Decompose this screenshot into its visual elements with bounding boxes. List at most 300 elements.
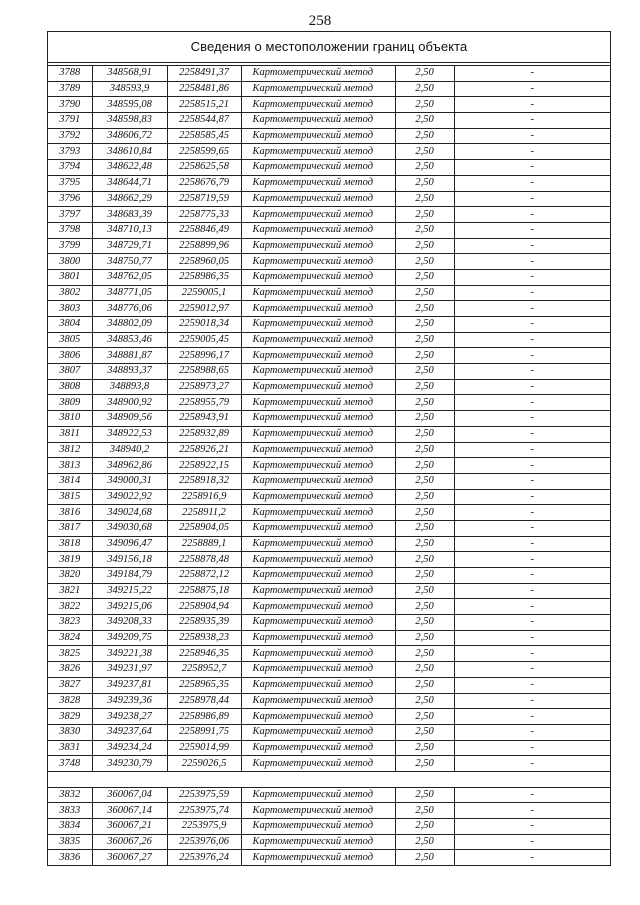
table-row <box>48 364 610 380</box>
x-coordinate-cell: 349231,97 <box>92 662 167 678</box>
error-cell: 2,50 <box>395 724 454 740</box>
error-cell: 2,50 <box>395 285 454 301</box>
y-coordinate-cell: 2258719,59 <box>167 191 241 207</box>
point-number-cell: 3823 <box>48 615 92 631</box>
description-cell: - <box>454 207 610 223</box>
y-coordinate-cell: 2258878,48 <box>167 552 241 568</box>
description-cell: - <box>454 850 610 866</box>
x-coordinate-cell: 348644,71 <box>92 175 167 191</box>
description-cell: - <box>454 191 610 207</box>
description-cell: - <box>454 348 610 364</box>
point-number-cell: 3818 <box>48 536 92 552</box>
table-row <box>48 426 610 442</box>
x-coordinate-cell: 349096,47 <box>92 536 167 552</box>
method-cell: Картометрический метод <box>241 348 395 364</box>
x-coordinate-cell: 360067,27 <box>92 850 167 866</box>
error-cell: 2,50 <box>395 803 454 819</box>
y-coordinate-cell: 2258935,39 <box>167 615 241 631</box>
method-cell: Картометрический метод <box>241 426 395 442</box>
error-cell: 2,50 <box>395 426 454 442</box>
method-cell: Картометрический метод <box>241 317 395 333</box>
y-coordinate-cell: 2258889,1 <box>167 536 241 552</box>
method-cell: Картометрический метод <box>241 113 395 129</box>
y-coordinate-cell: 2258585,45 <box>167 128 241 144</box>
description-cell: - <box>454 66 610 81</box>
description-cell: - <box>454 97 610 113</box>
error-cell: 2,50 <box>395 489 454 505</box>
x-coordinate-cell: 349022,92 <box>92 489 167 505</box>
error-cell: 2,50 <box>395 677 454 693</box>
x-coordinate-cell: 349209,75 <box>92 630 167 646</box>
error-cell: 2,50 <box>395 615 454 631</box>
x-coordinate-cell: 360067,26 <box>92 834 167 850</box>
error-cell: 2,50 <box>395 113 454 129</box>
error-cell: 2,50 <box>395 128 454 144</box>
point-number-cell: 3800 <box>48 254 92 270</box>
table-row <box>48 724 610 740</box>
method-cell: Картометрический метод <box>241 819 395 835</box>
point-number-cell: 3834 <box>48 819 92 835</box>
error-cell: 2,50 <box>395 646 454 662</box>
x-coordinate-cell: 348622,48 <box>92 160 167 176</box>
table-row <box>48 646 610 662</box>
error-cell: 2,50 <box>395 191 454 207</box>
method-cell: Картометрический метод <box>241 473 395 489</box>
error-cell: 2,50 <box>395 442 454 458</box>
y-coordinate-cell: 2253976,06 <box>167 834 241 850</box>
x-coordinate-cell: 348750,77 <box>92 254 167 270</box>
point-number-cell: 3795 <box>48 175 92 191</box>
table-row <box>48 222 610 238</box>
method-cell: Картометрический метод <box>241 411 395 427</box>
point-number-cell: 3794 <box>48 160 92 176</box>
y-coordinate-cell: 2258973,27 <box>167 379 241 395</box>
method-cell: Картометрический метод <box>241 583 395 599</box>
point-number-cell: 3819 <box>48 552 92 568</box>
method-cell: Картометрический метод <box>241 128 395 144</box>
y-coordinate-cell: 2253975,9 <box>167 819 241 835</box>
method-cell: Картометрический метод <box>241 160 395 176</box>
table-row <box>48 787 610 803</box>
method-cell: Картометрический метод <box>241 646 395 662</box>
x-coordinate-cell: 348940,2 <box>92 442 167 458</box>
table-row <box>48 160 610 176</box>
description-cell: - <box>454 787 610 803</box>
point-number-cell: 3822 <box>48 599 92 615</box>
x-coordinate-cell: 348962,86 <box>92 458 167 474</box>
coordinates-table-body <box>48 66 610 866</box>
method-cell: Картометрический метод <box>241 222 395 238</box>
x-coordinate-cell: 348606,72 <box>92 128 167 144</box>
error-cell: 2,50 <box>395 254 454 270</box>
coordinates-table-sheet <box>47 31 611 866</box>
error-cell: 2,50 <box>395 819 454 835</box>
table-row <box>48 317 610 333</box>
table-row <box>48 662 610 678</box>
x-coordinate-cell: 348881,87 <box>92 348 167 364</box>
y-coordinate-cell: 2258988,65 <box>167 364 241 380</box>
table-row <box>48 819 610 835</box>
table-row <box>48 254 610 270</box>
y-coordinate-cell: 2259026,5 <box>167 756 241 772</box>
description-cell: - <box>454 81 610 97</box>
point-number-cell: 3824 <box>48 630 92 646</box>
point-number-cell: 3793 <box>48 144 92 160</box>
y-coordinate-cell: 2253976,24 <box>167 850 241 866</box>
error-cell: 2,50 <box>395 850 454 866</box>
description-cell: - <box>454 520 610 536</box>
error-cell: 2,50 <box>395 458 454 474</box>
x-coordinate-cell: 348771,05 <box>92 285 167 301</box>
description-cell: - <box>454 646 610 662</box>
description-cell: - <box>454 128 610 144</box>
y-coordinate-cell: 2258918,32 <box>167 473 241 489</box>
y-coordinate-cell: 2259005,45 <box>167 332 241 348</box>
point-number-cell: 3829 <box>48 709 92 725</box>
point-number-cell: 3817 <box>48 520 92 536</box>
y-coordinate-cell: 2258978,44 <box>167 693 241 709</box>
point-number-cell: 3798 <box>48 222 92 238</box>
error-cell: 2,50 <box>395 175 454 191</box>
table-row <box>48 709 610 725</box>
table-row <box>48 379 610 395</box>
point-number-cell: 3803 <box>48 301 92 317</box>
x-coordinate-cell: 349215,06 <box>92 599 167 615</box>
y-coordinate-cell: 2258952,7 <box>167 662 241 678</box>
description-cell: - <box>454 568 610 584</box>
table-row <box>48 207 610 223</box>
table-row <box>48 677 610 693</box>
description-cell: - <box>454 458 610 474</box>
point-number-cell: 3811 <box>48 426 92 442</box>
y-coordinate-cell: 2258904,94 <box>167 599 241 615</box>
table-title: Сведения о местоположении границ объекта <box>48 32 610 63</box>
x-coordinate-cell: 348922,53 <box>92 426 167 442</box>
point-number-cell: 3821 <box>48 583 92 599</box>
y-coordinate-cell: 2258491,37 <box>167 66 241 81</box>
error-cell: 2,50 <box>395 787 454 803</box>
error-cell: 2,50 <box>395 740 454 756</box>
point-number-cell: 3825 <box>48 646 92 662</box>
table-row <box>48 81 610 97</box>
method-cell: Картометрический метод <box>241 520 395 536</box>
x-coordinate-cell: 349237,81 <box>92 677 167 693</box>
point-number-cell: 3815 <box>48 489 92 505</box>
y-coordinate-cell: 2258996,17 <box>167 348 241 364</box>
description-cell: - <box>454 662 610 678</box>
table-row <box>48 66 610 81</box>
table-row <box>48 568 610 584</box>
table-row <box>48 458 610 474</box>
point-number-cell: 3832 <box>48 787 92 803</box>
error-cell: 2,50 <box>395 411 454 427</box>
y-coordinate-cell: 2258946,35 <box>167 646 241 662</box>
description-cell: - <box>454 552 610 568</box>
point-number-cell: 3748 <box>48 756 92 772</box>
x-coordinate-cell: 348662,29 <box>92 191 167 207</box>
description-cell: - <box>454 285 610 301</box>
x-coordinate-cell: 348595,08 <box>92 97 167 113</box>
table-row <box>48 395 610 411</box>
point-number-cell: 3807 <box>48 364 92 380</box>
table-row <box>48 442 610 458</box>
method-cell: Картометрический метод <box>241 677 395 693</box>
x-coordinate-cell: 348893,37 <box>92 364 167 380</box>
error-cell: 2,50 <box>395 364 454 380</box>
x-coordinate-cell: 349221,38 <box>92 646 167 662</box>
x-coordinate-cell: 360067,21 <box>92 819 167 835</box>
method-cell: Картометрический метод <box>241 301 395 317</box>
x-coordinate-cell: 349238,27 <box>92 709 167 725</box>
error-cell: 2,50 <box>395 520 454 536</box>
point-number-cell: 3827 <box>48 677 92 693</box>
y-coordinate-cell: 2258599,65 <box>167 144 241 160</box>
x-coordinate-cell: 348729,71 <box>92 238 167 254</box>
point-number-cell: 3797 <box>48 207 92 223</box>
error-cell: 2,50 <box>395 536 454 552</box>
x-coordinate-cell: 348802,09 <box>92 317 167 333</box>
y-coordinate-cell: 2259018,34 <box>167 317 241 333</box>
method-cell: Картометрический метод <box>241 458 395 474</box>
description-cell: - <box>454 615 610 631</box>
error-cell: 2,50 <box>395 160 454 176</box>
method-cell: Картометрический метод <box>241 238 395 254</box>
point-number-cell: 3836 <box>48 850 92 866</box>
description-cell: - <box>454 599 610 615</box>
point-number-cell: 3791 <box>48 113 92 129</box>
y-coordinate-cell: 2258943,91 <box>167 411 241 427</box>
description-cell: - <box>454 144 610 160</box>
point-number-cell: 3810 <box>48 411 92 427</box>
method-cell: Картометрический метод <box>241 175 395 191</box>
description-cell: - <box>454 740 610 756</box>
y-coordinate-cell: 2258625,58 <box>167 160 241 176</box>
group-separator-row <box>48 771 610 787</box>
description-cell: - <box>454 473 610 489</box>
method-cell: Картометрический метод <box>241 724 395 740</box>
table-row <box>48 489 610 505</box>
error-cell: 2,50 <box>395 222 454 238</box>
point-number-cell: 3826 <box>48 662 92 678</box>
description-cell: - <box>454 411 610 427</box>
point-number-cell: 3789 <box>48 81 92 97</box>
point-number-cell: 3804 <box>48 317 92 333</box>
description-cell: - <box>454 803 610 819</box>
y-coordinate-cell: 2259014,99 <box>167 740 241 756</box>
table-row <box>48 175 610 191</box>
method-cell: Картометрический метод <box>241 693 395 709</box>
description-cell: - <box>454 693 610 709</box>
method-cell: Картометрический метод <box>241 207 395 223</box>
table-row <box>48 97 610 113</box>
x-coordinate-cell: 348776,06 <box>92 301 167 317</box>
y-coordinate-cell: 2258515,21 <box>167 97 241 113</box>
point-number-cell: 3805 <box>48 332 92 348</box>
error-cell: 2,50 <box>395 693 454 709</box>
x-coordinate-cell: 348683,39 <box>92 207 167 223</box>
description-cell: - <box>454 379 610 395</box>
table-row <box>48 301 610 317</box>
description-cell: - <box>454 332 610 348</box>
x-coordinate-cell: 348710,13 <box>92 222 167 238</box>
y-coordinate-cell: 2258904,05 <box>167 520 241 536</box>
y-coordinate-cell: 2258872,12 <box>167 568 241 584</box>
description-cell: - <box>454 709 610 725</box>
method-cell: Картометрический метод <box>241 269 395 285</box>
description-cell: - <box>454 426 610 442</box>
description-cell: - <box>454 113 610 129</box>
description-cell: - <box>454 630 610 646</box>
method-cell: Картометрический метод <box>241 285 395 301</box>
x-coordinate-cell: 349208,33 <box>92 615 167 631</box>
description-cell: - <box>454 254 610 270</box>
description-cell: - <box>454 222 610 238</box>
method-cell: Картометрический метод <box>241 568 395 584</box>
table-row <box>48 411 610 427</box>
y-coordinate-cell: 2258875,18 <box>167 583 241 599</box>
table-row <box>48 348 610 364</box>
x-coordinate-cell: 349237,64 <box>92 724 167 740</box>
point-number-cell: 3801 <box>48 269 92 285</box>
error-cell: 2,50 <box>395 66 454 81</box>
error-cell: 2,50 <box>395 756 454 772</box>
method-cell: Картометрический метод <box>241 97 395 113</box>
error-cell: 2,50 <box>395 630 454 646</box>
method-cell: Картометрический метод <box>241 709 395 725</box>
table-row <box>48 615 610 631</box>
table-row <box>48 552 610 568</box>
table-row <box>48 191 610 207</box>
table-row <box>48 505 610 521</box>
x-coordinate-cell: 360067,14 <box>92 803 167 819</box>
y-coordinate-cell: 2258938,23 <box>167 630 241 646</box>
y-coordinate-cell: 2258960,05 <box>167 254 241 270</box>
point-number-cell: 3831 <box>48 740 92 756</box>
method-cell: Картометрический метод <box>241 536 395 552</box>
x-coordinate-cell: 349000,31 <box>92 473 167 489</box>
method-cell: Картометрический метод <box>241 254 395 270</box>
method-cell: Картометрический метод <box>241 144 395 160</box>
table-row <box>48 693 610 709</box>
point-number-cell: 3833 <box>48 803 92 819</box>
table-row <box>48 285 610 301</box>
point-number-cell: 3812 <box>48 442 92 458</box>
x-coordinate-cell: 349239,36 <box>92 693 167 709</box>
group-separator-cell <box>48 771 610 787</box>
point-number-cell: 3814 <box>48 473 92 489</box>
description-cell: - <box>454 756 610 772</box>
x-coordinate-cell: 349024,68 <box>92 505 167 521</box>
y-coordinate-cell: 2258911,2 <box>167 505 241 521</box>
y-coordinate-cell: 2258676,79 <box>167 175 241 191</box>
y-coordinate-cell: 2253975,74 <box>167 803 241 819</box>
y-coordinate-cell: 2258922,15 <box>167 458 241 474</box>
description-cell: - <box>454 317 610 333</box>
method-cell: Картометрический метод <box>241 364 395 380</box>
method-cell: Картометрический метод <box>241 850 395 866</box>
table-row <box>48 520 610 536</box>
error-cell: 2,50 <box>395 238 454 254</box>
description-cell: - <box>454 834 610 850</box>
x-coordinate-cell: 348900,92 <box>92 395 167 411</box>
x-coordinate-cell: 349030,68 <box>92 520 167 536</box>
table-row <box>48 144 610 160</box>
point-number-cell: 3796 <box>48 191 92 207</box>
table-row <box>48 850 610 866</box>
description-cell: - <box>454 505 610 521</box>
y-coordinate-cell: 2258775,33 <box>167 207 241 223</box>
point-number-cell: 3830 <box>48 724 92 740</box>
table-row <box>48 269 610 285</box>
table-row <box>48 238 610 254</box>
error-cell: 2,50 <box>395 81 454 97</box>
error-cell: 2,50 <box>395 473 454 489</box>
error-cell: 2,50 <box>395 709 454 725</box>
error-cell: 2,50 <box>395 395 454 411</box>
method-cell: Картометрический метод <box>241 803 395 819</box>
y-coordinate-cell: 2258986,89 <box>167 709 241 725</box>
error-cell: 2,50 <box>395 834 454 850</box>
x-coordinate-cell: 348853,46 <box>92 332 167 348</box>
y-coordinate-cell: 2259012,97 <box>167 301 241 317</box>
page-number: 258 <box>308 13 332 29</box>
error-cell: 2,50 <box>395 144 454 160</box>
point-number-cell: 3806 <box>48 348 92 364</box>
y-coordinate-cell: 2258544,87 <box>167 113 241 129</box>
error-cell: 2,50 <box>395 332 454 348</box>
y-coordinate-cell: 2259005,1 <box>167 285 241 301</box>
error-cell: 2,50 <box>395 583 454 599</box>
description-cell: - <box>454 724 610 740</box>
description-cell: - <box>454 269 610 285</box>
method-cell: Картометрический метод <box>241 66 395 81</box>
x-coordinate-cell: 349215,22 <box>92 583 167 599</box>
description-cell: - <box>454 395 610 411</box>
description-cell: - <box>454 489 610 505</box>
y-coordinate-cell: 2258899,96 <box>167 238 241 254</box>
x-coordinate-cell: 349230,79 <box>92 756 167 772</box>
x-coordinate-cell: 348909,56 <box>92 411 167 427</box>
method-cell: Картометрический метод <box>241 599 395 615</box>
x-coordinate-cell: 348568,91 <box>92 66 167 81</box>
point-number-cell: 3835 <box>48 834 92 850</box>
method-cell: Картометрический метод <box>241 505 395 521</box>
table-row <box>48 128 610 144</box>
method-cell: Картометрический метод <box>241 379 395 395</box>
description-cell: - <box>454 364 610 380</box>
table-row <box>48 630 610 646</box>
table-row <box>48 473 610 489</box>
point-number-cell: 3820 <box>48 568 92 584</box>
x-coordinate-cell: 348893,8 <box>92 379 167 395</box>
description-cell: - <box>454 238 610 254</box>
x-coordinate-cell: 348598,83 <box>92 113 167 129</box>
point-number-cell: 3813 <box>48 458 92 474</box>
method-cell: Картометрический метод <box>241 489 395 505</box>
point-number-cell: 3828 <box>48 693 92 709</box>
description-cell: - <box>454 301 610 317</box>
error-cell: 2,50 <box>395 317 454 333</box>
method-cell: Картометрический метод <box>241 332 395 348</box>
point-number-cell: 3792 <box>48 128 92 144</box>
y-coordinate-cell: 2258955,79 <box>167 395 241 411</box>
y-coordinate-cell: 2253975,59 <box>167 787 241 803</box>
method-cell: Картометрический метод <box>241 552 395 568</box>
coordinates-table <box>48 66 610 866</box>
method-cell: Картометрический метод <box>241 81 395 97</box>
x-coordinate-cell: 349184,79 <box>92 568 167 584</box>
error-cell: 2,50 <box>395 505 454 521</box>
